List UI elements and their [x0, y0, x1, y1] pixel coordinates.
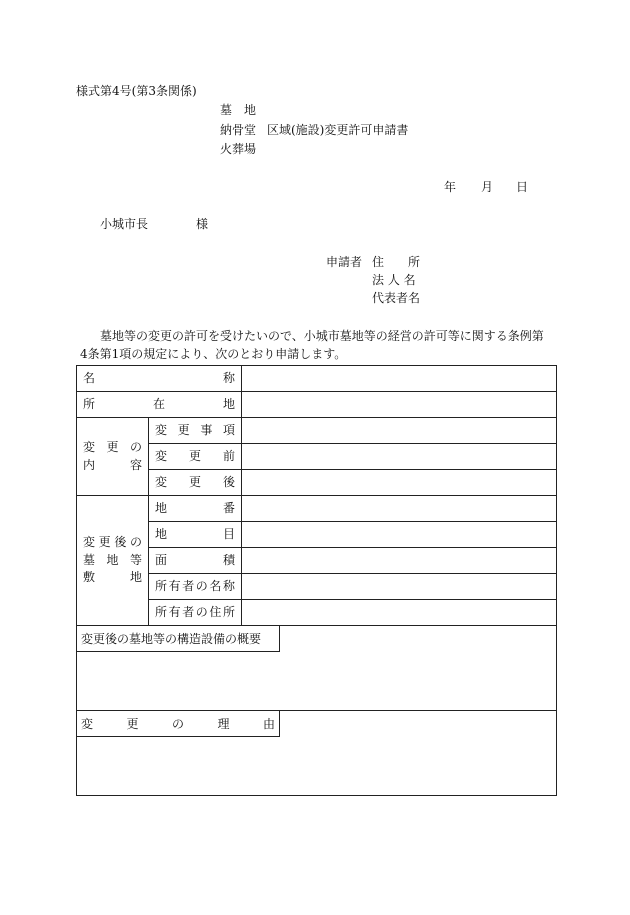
addressee-mayor: 小城市長 — [100, 217, 149, 231]
title-option-crematorium: 火葬場 — [220, 142, 257, 156]
row-land-category — [77, 522, 557, 548]
field-land-category[interactable] — [242, 522, 557, 548]
row-structure-overview — [77, 626, 557, 711]
label-land-category: 地 目 — [149, 522, 242, 548]
field-owner-address[interactable] — [242, 600, 557, 626]
field-change-item[interactable] — [242, 418, 557, 444]
field-change-after[interactable] — [242, 470, 557, 496]
label-lot-number: 地 番 — [149, 496, 242, 522]
row-change-before — [77, 444, 557, 470]
date-month: 月 — [481, 180, 494, 194]
row-lot-number — [77, 496, 557, 522]
row-owner-name — [77, 574, 557, 600]
field-owner-name[interactable] — [242, 574, 557, 600]
label-reason: 変 更 の 理 由 — [77, 711, 280, 737]
field-structure-overview[interactable] — [77, 626, 557, 711]
label-site-after-change: 変 更 後 の 墓 地 等 敷 地 — [77, 496, 149, 626]
row-reason — [77, 711, 557, 796]
row-area — [77, 548, 557, 574]
label-location: 所 在 地 — [77, 392, 242, 418]
applicant-address: 住 所 — [372, 255, 421, 269]
field-name[interactable] — [242, 366, 557, 392]
label-change-content: 変 更 の 内 容 — [77, 418, 149, 496]
label-owner-name: 所 有 者 の 名 称 — [149, 574, 242, 600]
field-change-before[interactable] — [242, 444, 557, 470]
row-name — [77, 366, 557, 392]
field-area[interactable] — [242, 548, 557, 574]
label-name: 名 称 — [77, 366, 242, 392]
form-number: 様式第4号(第3条関係) — [76, 84, 197, 98]
body-text-line2: 4条第1項の規定により、次のとおり申請します。 — [80, 347, 347, 361]
field-location[interactable] — [242, 392, 557, 418]
row-change-after — [77, 470, 557, 496]
addressee-honorific: 様 — [196, 217, 209, 231]
label-area: 面 積 — [149, 548, 242, 574]
field-reason[interactable] — [77, 711, 557, 796]
title-rest: 区域(施設)変更許可申請書 — [267, 123, 409, 137]
applicant-corp-name: 法 人 名 — [372, 273, 416, 287]
row-owner-address — [77, 600, 557, 626]
body-text-line1: 墓地等の変更の許可を受けたいので、小城市墓地等の経営の許可等に関する条例第 — [100, 329, 544, 343]
applicant-rep-name: 代表者名 — [372, 291, 421, 305]
row-change-item — [77, 418, 557, 444]
row-location — [77, 392, 557, 418]
label-change-before: 変 更 前 — [149, 444, 242, 470]
applicant-label: 申請者 — [326, 255, 363, 269]
field-lot-number[interactable] — [242, 496, 557, 522]
label-change-item: 変 更 事 項 — [149, 418, 242, 444]
title-option-cemetery: 墓 地 — [220, 103, 257, 117]
date-year: 年 — [444, 180, 457, 194]
label-owner-address: 所 有 者 の 住 所 — [149, 600, 242, 626]
date-day: 日 — [516, 180, 529, 194]
label-change-after: 変 更 後 — [149, 470, 242, 496]
label-structure-overview: 変更後の墓地等の構造設備の概要 — [77, 626, 280, 652]
title-option-ossuary: 納骨堂 — [220, 123, 257, 137]
application-table — [76, 365, 557, 796]
